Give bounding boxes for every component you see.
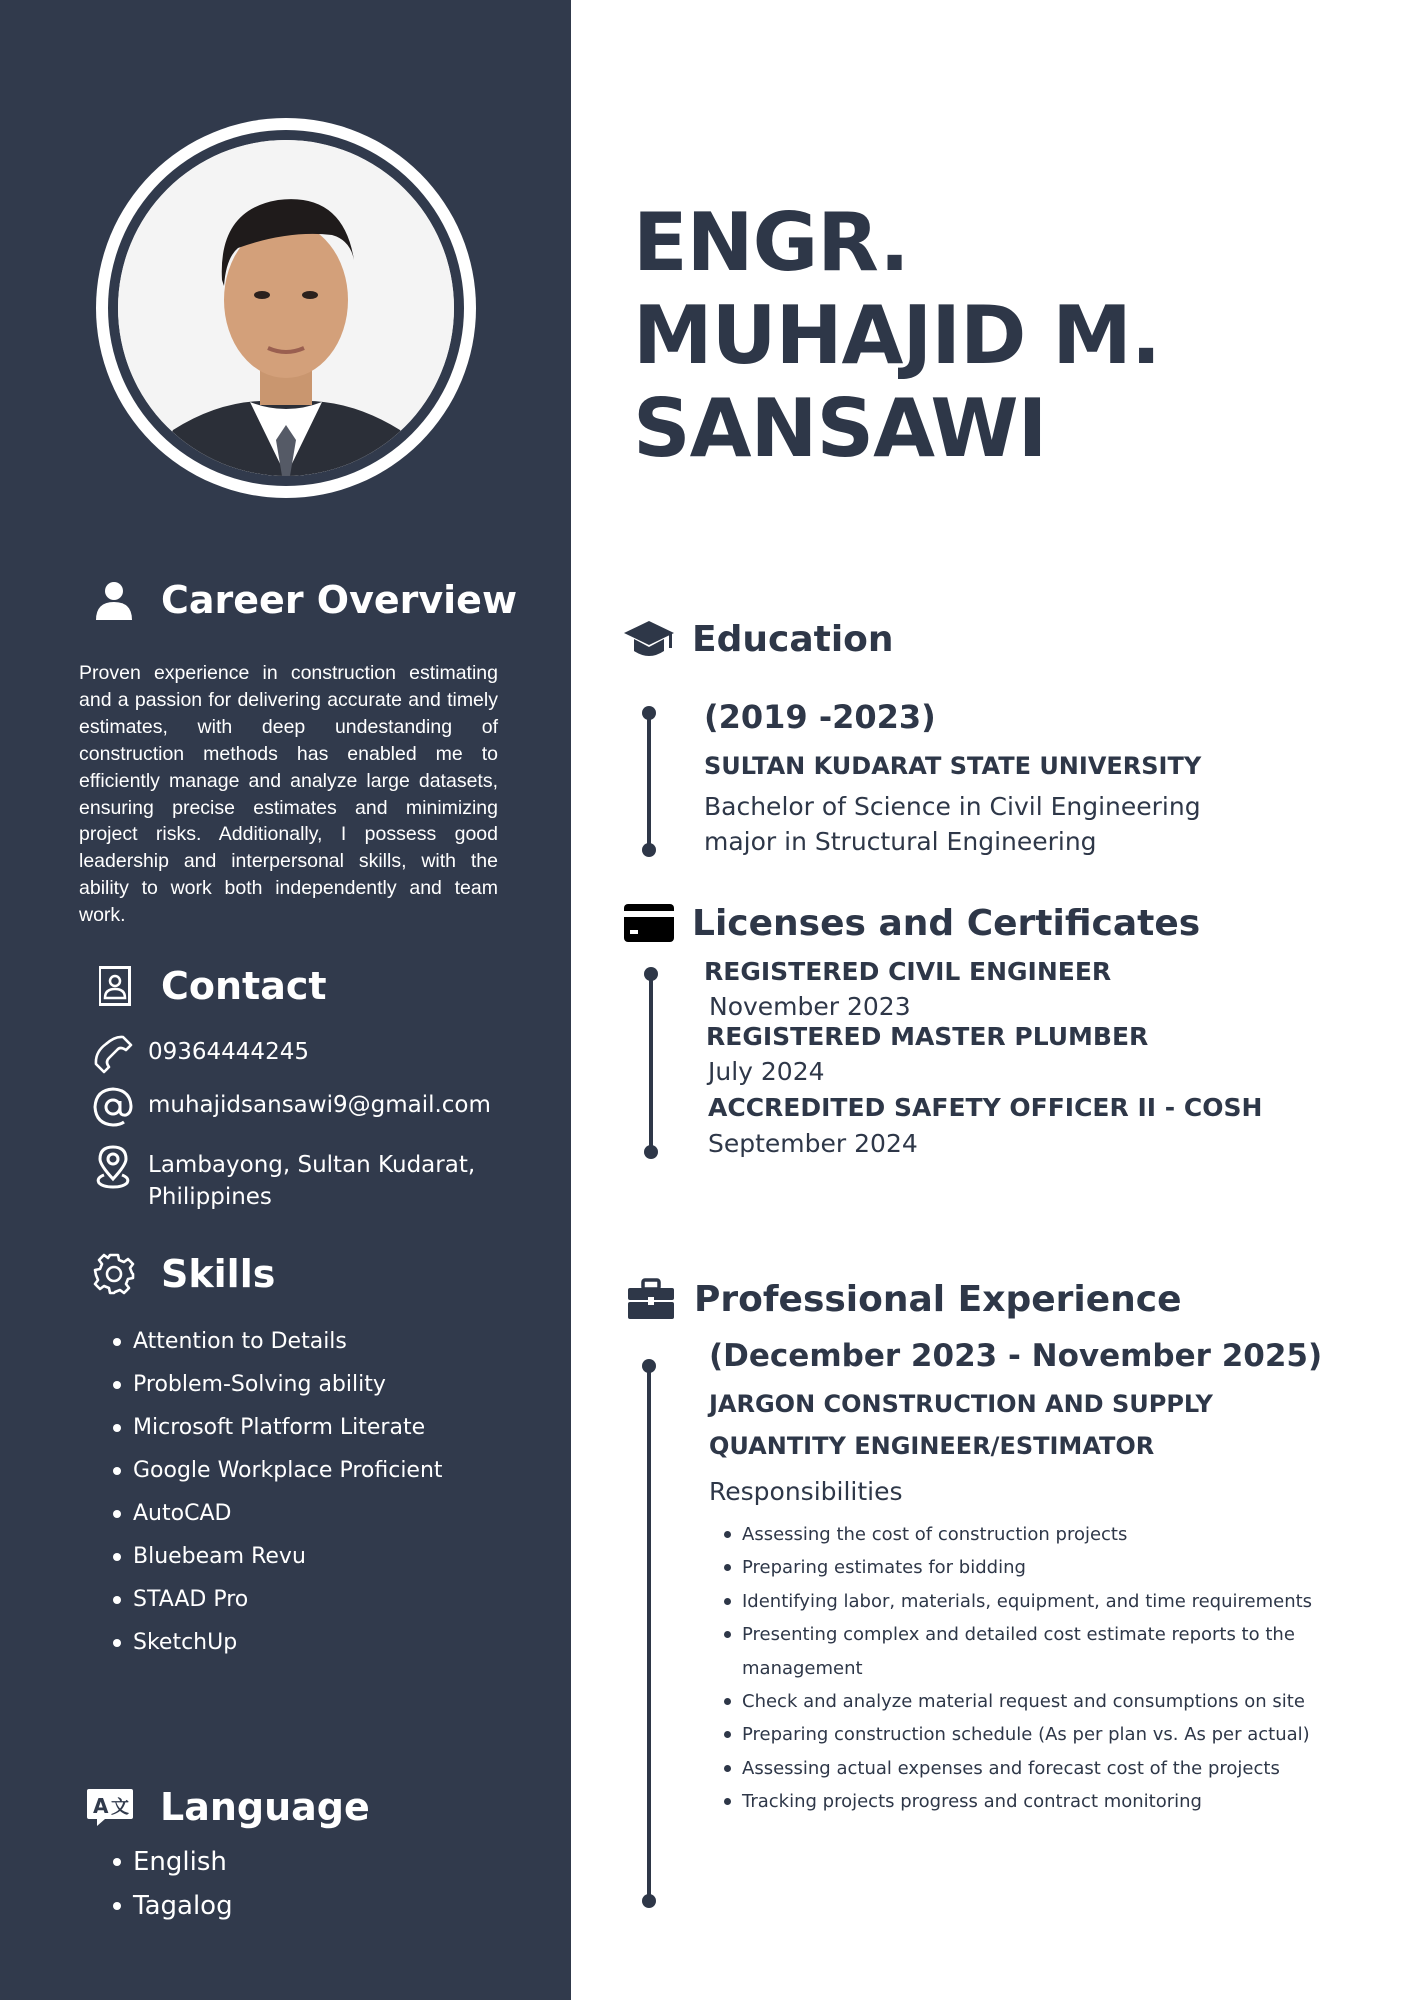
contact-email[interactable]: muhajidsansawi9@gmail.com	[148, 1092, 491, 1118]
profile-photo	[118, 140, 454, 476]
experience-title: Professional Experience	[694, 1278, 1182, 1320]
experience-heading	[624, 1274, 1182, 1324]
responsibility-item: Assessing the cost of construction projects	[722, 1518, 1312, 1551]
id-card-icon	[622, 898, 676, 948]
skills-heading	[92, 1252, 275, 1296]
skill-item: Microsoft Platform Literate	[110, 1406, 443, 1449]
language-item: English	[110, 1840, 233, 1884]
responsibility-item: Check and analyze material request and consumptions on site	[722, 1685, 1312, 1718]
name-line-1: ENGR.	[633, 196, 909, 289]
address-line-1: Lambayong, Sultan Kudarat,	[148, 1152, 476, 1178]
skill-item: Google Workplace Proficient	[110, 1449, 443, 1492]
skill-item: Problem-Solving ability	[110, 1363, 443, 1406]
license-date: November 2023	[709, 992, 911, 1021]
education-years: (2019 -2023)	[704, 698, 936, 736]
responsibility-item: Identifying labor, materials, equipment, and time requirements	[722, 1585, 1312, 1618]
location-pin-icon	[92, 1145, 134, 1189]
responsibility-item: Assessing actual expenses and forecast cost of the projects	[722, 1752, 1312, 1785]
timeline-dot	[642, 1894, 656, 1908]
language-list	[110, 1840, 233, 1928]
skill-item: SketchUp	[110, 1621, 443, 1664]
education-title: Education	[692, 618, 894, 660]
briefcase-icon	[624, 1274, 678, 1324]
svg-text:A: A	[93, 1794, 109, 1818]
license-title: REGISTERED CIVIL ENGINEER	[704, 957, 1112, 986]
contact-heading	[92, 964, 327, 1008]
skill-item: Attention to Details	[110, 1320, 443, 1363]
license-title: REGISTERED MASTER PLUMBER	[706, 1022, 1149, 1051]
education-degree-line-2: major in Structural Engineering	[704, 827, 1097, 856]
skills-title: Skills	[161, 1252, 276, 1296]
timeline-dot	[642, 843, 656, 857]
timeline-dot	[642, 1359, 656, 1373]
profile-photo-frame	[96, 118, 476, 498]
language-heading	[84, 1785, 370, 1829]
contact-book-icon	[92, 964, 136, 1008]
skills-list	[110, 1320, 443, 1664]
responsibilities-list	[722, 1518, 1312, 1819]
responsibilities-label: Responsibilities	[709, 1477, 903, 1506]
at-sign-icon	[92, 1085, 134, 1129]
career-overview-heading	[92, 578, 517, 622]
translate-icon	[84, 1785, 136, 1829]
responsibility-item: Preparing estimates for bidding	[722, 1551, 1312, 1584]
contact-address-row	[92, 1145, 475, 1213]
contact-phone[interactable]: 09364444245	[148, 1039, 309, 1065]
education-school: SULTAN KUDARAT STATE UNIVERSITY	[704, 752, 1202, 780]
licenses-heading	[622, 898, 1200, 948]
contact-address	[148, 1145, 475, 1213]
sidebar	[0, 0, 571, 2000]
education-heading	[622, 614, 894, 664]
gear-icon	[92, 1252, 136, 1296]
responsibility-item-continuation: management	[742, 1657, 863, 1679]
experience-timeline	[647, 1367, 651, 1901]
timeline-dot	[644, 1145, 658, 1159]
language-title: Language	[160, 1785, 370, 1829]
skill-item: Bluebeam Revu	[110, 1535, 443, 1578]
language-item: Tagalog	[110, 1884, 233, 1928]
timeline-dot	[644, 967, 658, 981]
graduation-cap-icon	[622, 614, 676, 664]
candidate-name	[633, 196, 1160, 475]
timeline-dot	[642, 706, 656, 720]
skill-item: STAAD Pro	[110, 1578, 443, 1621]
licenses-title: Licenses and Certificates	[692, 902, 1201, 944]
education-timeline	[647, 713, 651, 850]
career-overview-title: Career Overview	[161, 578, 518, 622]
phone-icon	[92, 1032, 134, 1076]
license-date: July 2024	[708, 1057, 825, 1086]
experience-position: QUANTITY ENGINEER/ESTIMATOR	[709, 1432, 1155, 1460]
experience-period: (December 2023 - November 2025)	[709, 1338, 1323, 1374]
person-icon	[92, 578, 136, 622]
experience-company: JARGON CONSTRUCTION AND SUPPLY	[709, 1390, 1213, 1418]
contact-phone-row	[92, 1032, 309, 1076]
education-degree-line-1: Bachelor of Science in Civil Engineering	[704, 792, 1201, 821]
career-overview-text: Proven experience in construction estimating and a passion for delivering accurate and timely estimates, with deep undestanding of construction methods has enabled me to efficiently manage and analyze large datasets, ensuring precise estimates and minimizing project risks. Additionally, I possess good leadership and interpersonal skills, with the ability to work both independently and team work.	[79, 662, 498, 927]
name-line-3: SANSAWI	[633, 382, 1047, 475]
address-line-2: Philippines	[148, 1184, 272, 1210]
name-line-2: MUHAJID M.	[633, 289, 1161, 382]
svg-text:文: 文	[111, 1797, 129, 1818]
license-date: September 2024	[708, 1129, 918, 1158]
license-title: ACCREDITED SAFETY OFFICER II - COSH	[708, 1093, 1263, 1122]
responsibility-item: Preparing construction schedule (As per plan vs. As per actual)	[722, 1718, 1312, 1751]
contact-title: Contact	[161, 964, 327, 1008]
responsibility-item: Tracking projects progress and contract monitoring	[722, 1785, 1312, 1818]
skill-item: AutoCAD	[110, 1492, 443, 1535]
responsibility-item: Presenting complex and detailed cost estimate reports to the	[722, 1618, 1312, 1651]
licenses-timeline	[649, 973, 653, 1150]
contact-email-row	[92, 1085, 491, 1129]
